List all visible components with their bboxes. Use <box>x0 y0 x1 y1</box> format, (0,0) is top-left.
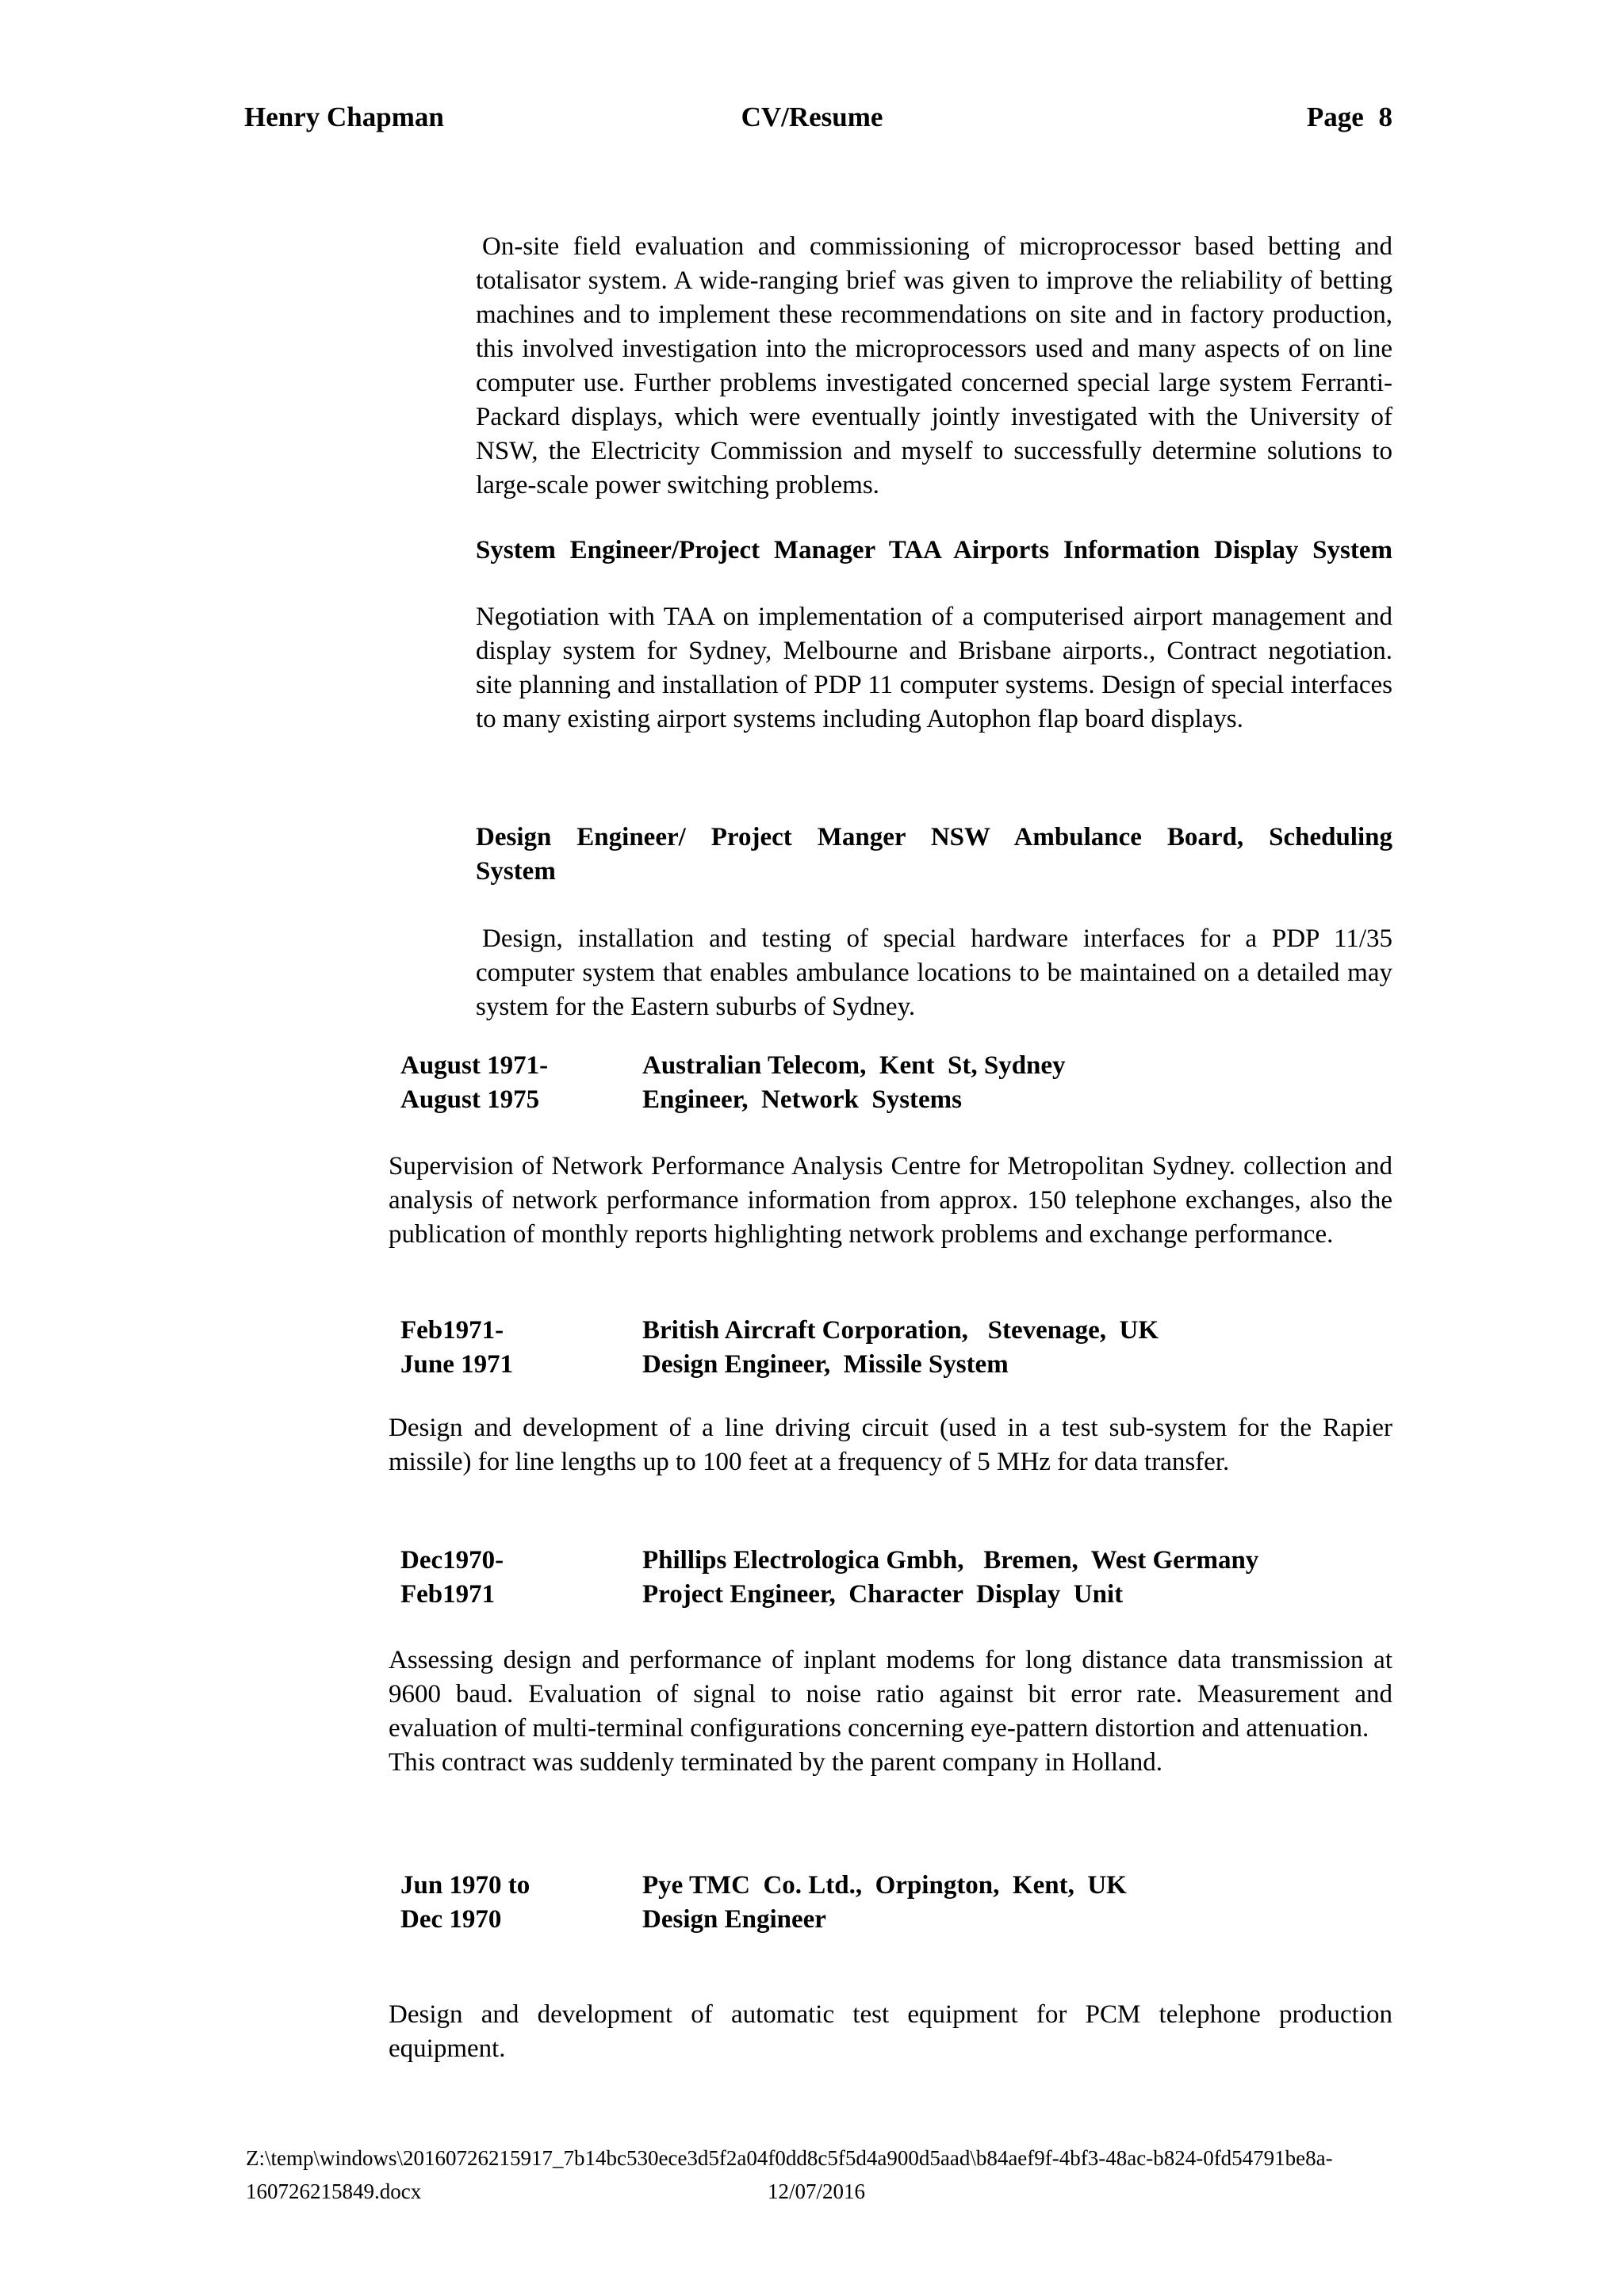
paragraph-inplant-modems: Assessing design and performance of inplant modems for long distance data transmission at 9600 baud. Evaluation of signal to noise ratio against bit error rate. Measurement and evaluation of multi-terminal configurations concerning eye-pattern distortion and attenuation. <box>389 1646 1392 1743</box>
entry-date-from: Feb1971- <box>400 1316 504 1345</box>
entry-company: Australian Telecom, Kent St, Sydney <box>642 1051 1066 1080</box>
header-author-name: Henry Chapman <box>244 101 444 132</box>
entry-date-to: Feb1971 <box>400 1580 496 1609</box>
entry-date-to: June 1971 <box>400 1350 514 1379</box>
employment-entry-british-aircraft <box>400 1314 1392 1382</box>
entry-company: British Aircraft Corporation, Stevenage, UK <box>642 1316 1159 1345</box>
employment-entry-phillips <box>400 1544 1392 1612</box>
entry-date-from: Jun 1970 to <box>400 1871 530 1900</box>
entry-row <box>400 1903 1392 1937</box>
employment-entry-australian-telecom <box>400 1049 1392 1117</box>
entry-row <box>400 1314 1392 1348</box>
entry-row <box>400 1578 1392 1612</box>
entry-row <box>400 1348 1392 1382</box>
footer-date: 12/07/2016 <box>768 2179 866 2203</box>
entry-role: Design Engineer <box>642 1905 826 1934</box>
entry-role: Design Engineer, Missile System <box>642 1350 1009 1379</box>
heading-nsw-ambulance <box>476 821 1392 889</box>
entry-row <box>400 1544 1392 1578</box>
paragraph-line-driving-circuit: Design and development of a line driving circuit (used in a test sub-system for the Rapier missile) for line lengths up to 100 feet at a frequency of 5 MHz for data transfer. <box>389 1414 1392 1476</box>
footer-file-name: 160726215849.docx <box>246 2179 422 2203</box>
header-document-title: CV/Resume <box>741 101 883 132</box>
entry-date-from: Dec1970- <box>400 1546 504 1575</box>
entry-role: Engineer, Network Systems <box>642 1085 963 1114</box>
paragraph-ambulance-system: Design, installation and testing of special hardware interfaces for a PDP 11/35 computer system that enables ambulance locations to be maintained on a detailed may system for the Eastern suburbs of Sydney. <box>476 924 1392 1021</box>
entry-row <box>400 1049 1392 1083</box>
footer-file-path: Z:\temp\windows\20160726215917_7b14bc530ece3d5f2a04f0dd8c5f5d4a900d5aad\b84aef9f-4bf3-48ac-b824-0fd54791be8a- <box>246 2146 1333 2170</box>
entry-role: Project Engineer, Character Display Unit <box>642 1580 1124 1609</box>
entry-row <box>400 1869 1392 1903</box>
paragraph-contract-terminated: This contract was suddenly terminated by the parent company in Holland. <box>389 1748 1162 1777</box>
employment-entry-pye-tmc <box>400 1869 1392 1937</box>
paragraph-onsite-evaluation: On-site field evaluation and commissioning of microprocessor based betting and totalisator system. A wide-ranging brief was given to improve the reliability of betting machines and to implement these recommendations on site and in factory production, this involved investigation into the microprocessors used and many aspects of on line computer use. Further problems investigated concerned special large system Ferranti-Packard displays, which were eventually jointly investigated with the University of NSW, the Electricity Commission and myself to successfully determine solutions to large-scale power switching problems. <box>476 232 1392 499</box>
entry-date-to: Dec 1970 <box>400 1905 502 1934</box>
heading-nsw-ambulance-line2: System <box>476 857 556 886</box>
header-page-number: Page 8 <box>1306 101 1392 132</box>
paragraph-network-performance: Supervision of Network Performance Analysis Centre for Metropolitan Sydney. collection and analysis of network performance information from approx. 150 telephone exchanges, also the publication of monthly reports highlighting network problems and exchange performance. <box>389 1152 1392 1249</box>
entry-date-to: August 1975 <box>400 1085 540 1114</box>
entry-company: Phillips Electrologica Gmbh, Bremen, West Germany <box>642 1546 1259 1575</box>
heading-nsw-ambulance-line1: Design Engineer/ Project Manger NSW Ambulance Board, Scheduling <box>476 823 1392 851</box>
paragraph-group-phillips <box>389 1644 1392 1780</box>
paragraph-taa-negotiation: Negotiation with TAA on implementation of a computerised airport management and display system for Sydney, Melbourne and Brisbane airports., Contract negotiation. site planning and installation of PDP 11 computer systems. Design of special interfaces to many existing airport systems including Autophon flap board displays. <box>476 603 1392 733</box>
paragraph-pcm-test-equipment: Design and development of automatic test equipment for PCM telephone production equipment. <box>389 2000 1392 2063</box>
page-header <box>0 100 1624 147</box>
heading-taa-airports: System Engineer/Project Manager TAA Airports Information Display System <box>476 536 1392 564</box>
entry-row <box>400 1083 1392 1117</box>
entry-company: Pye TMC Co. Ltd., Orpington, Kent, UK <box>642 1871 1127 1900</box>
entry-date-from: August 1971- <box>400 1051 549 1080</box>
